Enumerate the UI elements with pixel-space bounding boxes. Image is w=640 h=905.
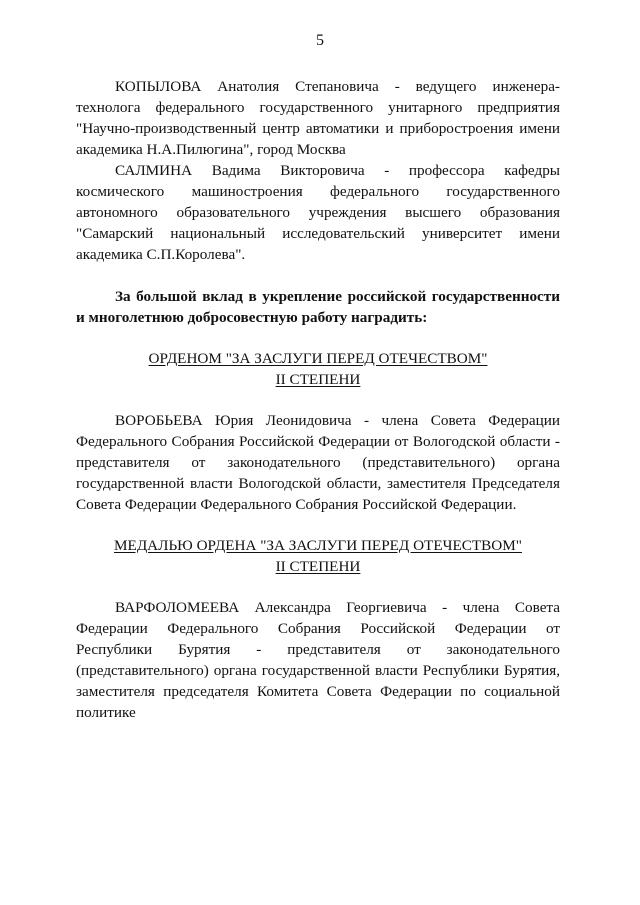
recipient-entry — [76, 160, 560, 265]
award-title-line2: II СТЕПЕНИ — [275, 371, 361, 388]
recipient-name: ВАРФОЛОМЕЕВА — [115, 599, 240, 616]
recipient-name: ВОРОБЬЕВА — [115, 412, 203, 429]
recipient-name: САЛМИНА — [115, 162, 193, 179]
recipient-name: КОПЫЛОВА — [115, 78, 202, 95]
recipient-details: Анатолия Степановича - ведущего инженера-технолога федерального государственного унитарного предприятия "Научно-производственный центр автоматики и приборостроения имени академика Н.А.Пилюгина", город Москва — [76, 78, 560, 158]
recipient-entry — [76, 597, 560, 723]
award-title-line1: МЕДАЛЬЮ ОРДЕНА "ЗА ЗАСЛУГИ ПЕРЕД ОТЕЧЕСТВОМ" — [114, 537, 522, 554]
award-heading-order — [76, 348, 560, 390]
page-number: 5 — [316, 32, 324, 49]
recipient-details: Александра Георгиевича - члена Совета Федерации Федерального Собрания Российской Федерации от Республики Бурятия - представителя от законодательного (представительного) органа государственной власти Республики Бурятия, заместителя председателя Комитета Совета Федерации по социальной политике — [76, 599, 561, 721]
award-intro: За большой вклад в укрепление российской государственности и многолетнюю добросовестную работу наградить: — [76, 288, 560, 326]
document-body — [76, 76, 560, 723]
award-title-line1: ОРДЕНОМ "ЗА ЗАСЛУГИ ПЕРЕД ОТЕЧЕСТВОМ" — [148, 350, 488, 367]
recipient-details: Вадима Викторовича - профессора кафедры космического машиностроения федерального государственного автономного образовательного учреждения высшего образования "Самарский национальный исследовательский университет имени академика С.П.Королева". — [76, 162, 560, 263]
recipient-details: Юрия Леонидовича - члена Совета Федерации Федерального Собрания Российской Федерации от Вологодской области - представителя от законодательного (представительного) органа государственной власти Вологодской области, заместителя Председателя Совета Федерации Федерального Собрания Российской Федерации. — [76, 412, 560, 513]
recipient-entry — [76, 410, 560, 515]
recipient-entry — [76, 76, 560, 160]
award-heading-medal — [76, 535, 560, 577]
award-title-line2: II СТЕПЕНИ — [275, 558, 361, 575]
